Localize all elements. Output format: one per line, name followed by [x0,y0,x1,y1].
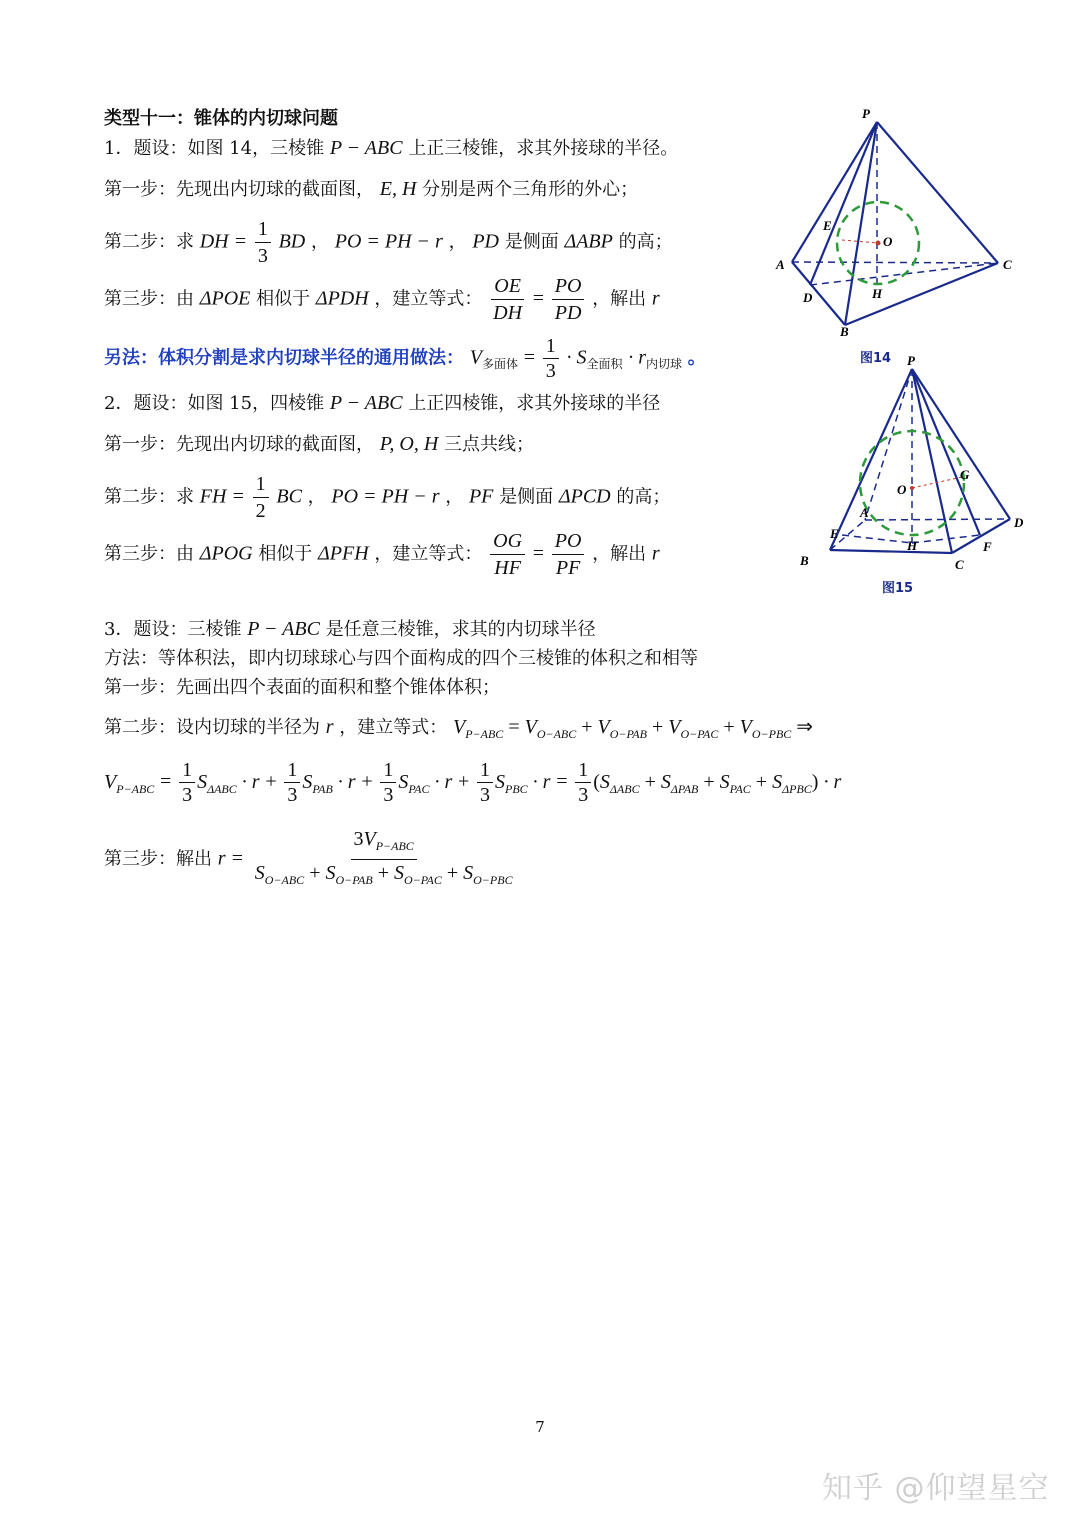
p1-step3-tri1: ΔPOE [199,287,251,310]
fig14-caption: 图14 [860,351,892,366]
fraction-denominator: DH [493,302,523,324]
alt-s-sub: 全面积 [586,357,623,372]
fig15-label-G: G [960,467,970,482]
p1-step2-text: 是侧面 [504,231,559,253]
alt-r-sub: 内切球 [646,357,683,372]
p3-step2-r: r [325,716,334,738]
comma: ， [307,486,326,508]
fraction-numerator: 1 [253,473,269,498]
p1-step2-eq: PO = PH − r [334,230,443,253]
p1-step3-tri2: ΔPDH [315,287,369,310]
alt-method-line [104,336,706,381]
comma: ， [445,486,464,508]
p3-step2-prefix: 第二步：设内切球的半径为 [104,717,320,738]
alt-eq: = [523,346,535,369]
fraction-denominator: PF [555,557,581,579]
p3-method: 方法：等体积法，即内切球球心与四个面构成的四个三棱锥的体积之和相等 [104,648,698,669]
p1-step2-fraction [255,218,271,267]
fig14-label-O: O [883,234,893,249]
p1-step2-pd: PD [472,230,499,253]
alt-r: · r [628,346,646,369]
p2-step2-line [104,473,670,522]
fraction-numerator: $3V_{P-ABC}$ [351,828,417,860]
p1-step3-eqtext: ，建立等式： [374,288,483,310]
p1-step2-lhs: DH = [199,230,248,253]
fig14-label-D: D [803,290,813,305]
page-number: 7 [535,1418,545,1436]
fig15-label-F: F [983,539,992,554]
fig14-label-P: P [862,106,870,121]
fraction-numerator: PO [552,530,585,555]
p3-step3-lhs: r = [217,847,245,870]
p1-step2-end: 的高； [618,231,673,253]
p2-step3-sim: 相似于 [258,543,313,565]
p2-step3-frac2 [552,530,585,579]
fig15-label-B: B [800,553,809,568]
fig14-label-C: C [1003,257,1012,272]
fraction-denominator: 2 [255,500,266,522]
p1-step3-line: 第三步：由 ΔPOE 相似于 ΔPDH ，建立等式： $\frac{OE}{DH}$ = $\frac{PO}{PD}$ ，解出 r [104,275,660,324]
p2-step2-lhs: FH = [199,485,245,508]
fig15-label-D: D [1014,515,1024,530]
alt-fraction [543,336,559,381]
p2-step3-tri1: ΔPOG [199,542,253,565]
p1-step3-frac2 [552,275,585,324]
fraction-numerator: OE [491,275,524,300]
alt-s: · S [566,346,587,369]
p1-step1-math: E, H [379,178,417,200]
p2-step2-text: 是侧面 [499,486,554,508]
fig15-label-E: E [830,526,839,541]
fraction-numerator: 1 [543,336,559,359]
p1-setup-line [104,134,678,160]
p2-step3-tri2: ΔPFH [318,542,369,565]
fig15-label-P: P [907,355,915,368]
fig14-label-E: E [823,218,832,233]
fraction-denominator: PD [554,302,582,324]
p1-step2-tri: ΔABP [564,230,613,253]
watermark: 知乎 @仰望星空 [822,1471,1050,1506]
p2-step3-eqtext: ，建立等式： [374,543,483,565]
p2-step2-tri: ΔPCD [558,485,611,508]
p3-step2-text: ，建立等式： [339,717,448,738]
p1-step2-prefix: 第二步：求 [104,231,194,253]
p1-step1-line [104,175,638,201]
p3-formula2: $V_{P-ABC}$ = $\frac{1}{3}$ $S_{\Delta ABC} \cdot r$ + $\frac{1}{3}$ $S_{PAB} \cdot r$ + $\frac{1}{3}$ $S_{PAC} \cdot r$ + $\frac{1}{3}$ $S_{PBC} \cdot r$ = $\frac{1}{3}$ $(S_{\Delta ABC} + S_{\Delta PAB} + S_{PAC} + S_{\Delta PBC}) \cdot r$ [104,759,842,806]
comma: ， [311,231,329,253]
figure-14 [770,100,1030,370]
section-title: 类型十一：锥体的内切球问题 [104,108,338,129]
fig14-label-H: H [872,286,883,301]
p2-step2-bc: BC [276,485,302,508]
p2-step2-eq: PO = PH − r [331,485,440,508]
fraction-denominator: HF [494,557,521,579]
p1-setup-math: P − ABC [329,137,403,159]
p2-step1: 第一步：先现出内切球的截面图， [104,434,374,455]
p1-step1-rest: 分别是两个三角形的外心； [422,179,639,200]
figure-15 [790,355,1040,600]
p1-step3-sim: 相似于 [256,288,311,310]
p2-setup: 2．题设：如图 15，四棱锥 [104,393,325,414]
p3-step2-formula: $V_{P-ABC} = V_{O-ABC} + V_{O-PAB} + V_{O-PAC} + V_{O-PBC}$ ⇒ [453,716,814,741]
p2-step2-prefix: 第二步：求 [104,486,194,508]
fig15-caption: 图15 [882,581,914,596]
alt-end: 。 [687,347,706,369]
comma: ， [448,231,467,253]
fig14-label-B: B [840,324,849,339]
p1-step3-frac1 [490,275,525,324]
p2-step3-prefix: 第三步：由 [104,543,194,565]
p2-step2-fraction [253,473,269,522]
fig14-label-A: A [776,257,785,272]
p2-setup-math: P − ABC [329,392,403,414]
fig15-label-O: O [897,482,907,497]
p2-setup-rest: 上正四棱锥，求其外接球的半径 [408,393,661,414]
fig15-label-A: A [860,505,869,520]
alt-method-text: 另法：体积分割是求内切球半径的通用做法： [104,347,464,369]
p1-step2-bd: BD [278,230,306,253]
p2-step1-rest: 三点共线； [444,434,534,455]
p1-step2-line [104,218,673,267]
p2-step3-frac1 [490,530,525,579]
p1-setup-rest: 上正三棱锥，求其外接球的半径。 [408,138,679,159]
p2-step1-line [104,430,534,456]
p2-step3-line: 第三步：由 ΔPOG 相似于 ΔPFH ，建立等式： $\frac{OG}{HF}$ = $\frac{PO}{PF}$ ，解出 r [104,530,660,579]
p1-step3-end: ，解出 [592,288,647,310]
fraction-denominator: 3 [545,360,556,382]
p2-step2-pf: PF [468,485,494,508]
p2-step2-end: 的高； [616,486,671,508]
p3-step1: 第一步：先画出四个表面的面积和整个锥体体积； [104,677,500,698]
p2-step3-end: ，解出 [592,543,647,565]
p3-setup: 3．题设：三棱锥 [104,619,242,640]
p3-step2-line [104,713,813,742]
fig15-label-C: C [955,557,964,572]
fraction-numerator: PO [552,275,585,300]
p3-step3-line [104,828,518,891]
p2-step3-r: r [651,542,660,565]
p3-setup-math: P − ABC [247,618,320,640]
p2-step1-math: P, O, H [379,433,439,455]
p3-setup-rest: 是任意三棱锥，求其的内切球半径 [325,619,596,640]
p1-setup: 1．题设：如图 14，三棱锥 [104,138,325,159]
p1-step3-prefix: 第三步：由 [104,288,194,310]
fraction-denominator: $S_{O-ABC} + S_{O-PAB} + S_{O-PAC} + S_{O-PBC}$ [254,862,513,887]
alt-v-sub: 多面体 [481,357,518,372]
alt-v: V [469,346,482,369]
p1-step1: 第一步：先现出内切球的截面图， [104,179,374,200]
fraction-denominator: 3 [257,245,268,267]
fraction-numerator: OG [490,530,525,555]
p3-step3-prefix: 第三步：解出 [104,848,212,870]
p2-setup-line [104,389,660,415]
p3-setup-line [104,615,596,641]
fig15-label-H: H [907,538,918,553]
fraction-numerator: 1 [255,218,271,243]
p1-step3-r: r [651,287,660,310]
p3-step3-fraction [252,828,516,891]
